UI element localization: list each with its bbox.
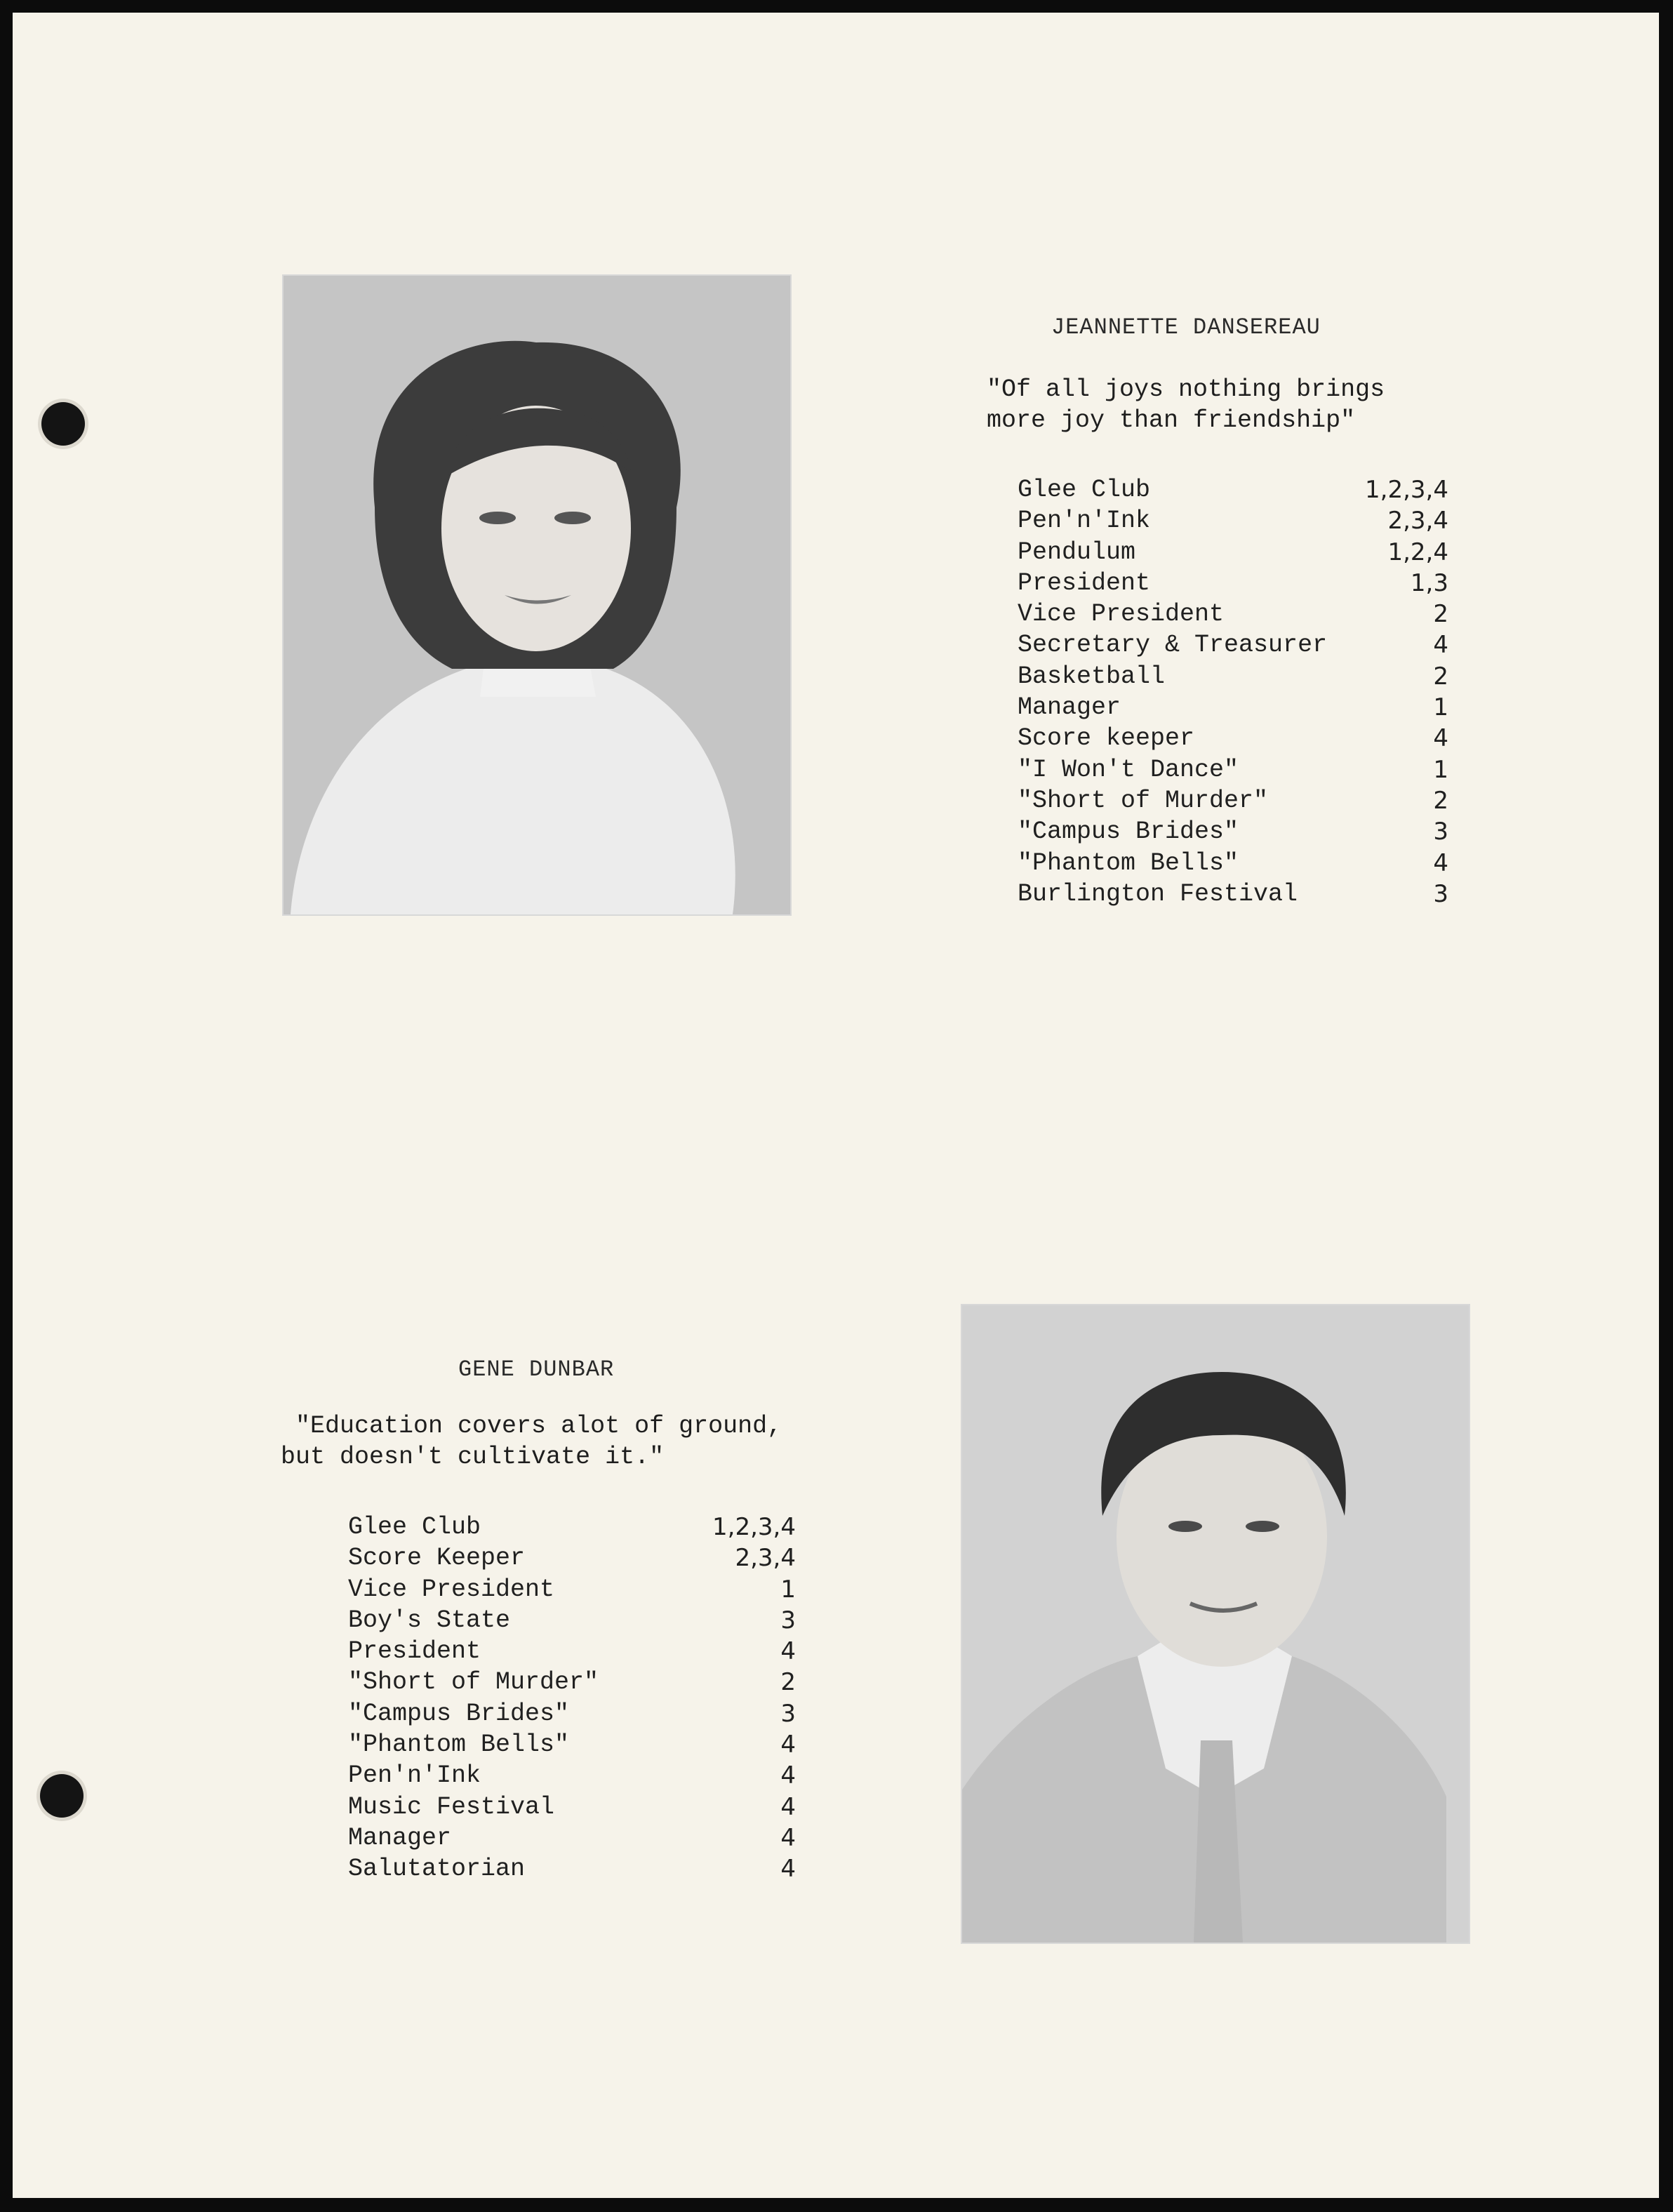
activity-years: 4 [1433, 631, 1448, 660]
student-name-gene: GENE DUNBAR [458, 1357, 615, 1382]
activity-row [1018, 474, 1448, 505]
activity-label: "Campus Brides" [1018, 818, 1239, 846]
activity-years: 4 [1433, 848, 1448, 877]
activity-label: Salutatorian [348, 1855, 526, 1884]
activity-row [348, 1823, 796, 1853]
activity-label: Score Keeper [348, 1544, 526, 1573]
activity-years: 4 [1433, 724, 1448, 753]
activity-label: Manager [1018, 693, 1121, 722]
activities-list-gene [348, 1512, 796, 1885]
activity-row [348, 1543, 796, 1573]
activity-years: 2 [1433, 786, 1448, 815]
activity-label: Glee Club [348, 1513, 481, 1541]
activity-row [348, 1698, 796, 1729]
activity-label: Manager [348, 1823, 452, 1852]
activity-years: 1,2,4 [1387, 538, 1448, 566]
activity-row [348, 1667, 796, 1698]
activity-label: "I Won't Dance" [1018, 755, 1239, 784]
activity-row [348, 1853, 796, 1884]
activity-label: Vice President [348, 1575, 555, 1604]
activity-years: 2 [780, 1668, 796, 1697]
activity-label: Burlington Festival [1018, 879, 1298, 908]
student-name-jeannette: JEANNETTE DANSEREAU [1051, 314, 1321, 340]
punch-hole-bottom [40, 1774, 84, 1818]
activity-row [348, 1512, 796, 1543]
activity-label: Music Festival [348, 1792, 555, 1821]
portrait-photo-gene [961, 1304, 1470, 1944]
punch-hole-top [41, 402, 85, 446]
activity-years: 4 [780, 1731, 796, 1759]
activity-label: Vice President [1018, 600, 1225, 629]
student-quote-gene: "Education covers alot of ground, but doesn't cultivate it." [281, 1412, 782, 1471]
activity-row [1018, 505, 1448, 536]
activity-label: "Short of Murder" [1018, 786, 1269, 815]
activity-years: 1 [780, 1575, 796, 1604]
activity-row [1018, 661, 1448, 692]
yearbook-page [13, 13, 1659, 2198]
activity-row [348, 1605, 796, 1636]
activity-years: 2 [1433, 662, 1448, 691]
activity-row [348, 1792, 796, 1823]
activity-row [1018, 785, 1448, 816]
activity-label: Score keeper [1018, 724, 1195, 753]
activity-label: Boy's State [348, 1606, 511, 1634]
activity-row [1018, 816, 1448, 847]
activity-years: 2 [1433, 600, 1448, 629]
activity-years: 4 [780, 1637, 796, 1666]
activity-years: 4 [780, 1761, 796, 1790]
activity-row [348, 1574, 796, 1605]
activity-years: 1,2,3,4 [712, 1513, 796, 1541]
activity-row [1018, 879, 1448, 910]
student-quote-jeannette: "Of all joys nothing brings more joy than friendship" [987, 375, 1385, 434]
activity-label: "Phantom Bells" [348, 1731, 570, 1759]
activity-label: Secretary & Treasurer [1018, 631, 1328, 660]
activity-years: 4 [780, 1823, 796, 1852]
activity-years: 3 [780, 1699, 796, 1728]
activity-years: 3 [1433, 818, 1448, 846]
activity-row [1018, 568, 1448, 599]
activity-years: 2,3,4 [1387, 507, 1448, 535]
activity-years: 4 [780, 1855, 796, 1884]
activity-years: 1,2,3,4 [1365, 476, 1448, 504]
activity-label: President [1018, 568, 1151, 597]
activity-label: "Phantom Bells" [1018, 848, 1239, 877]
activities-list-jeannette [1018, 474, 1448, 910]
activity-label: President [348, 1637, 481, 1666]
activity-row [1018, 848, 1448, 879]
activity-row [1018, 754, 1448, 785]
portrait-photo-jeannette [282, 274, 792, 916]
activity-years: 1,3 [1410, 568, 1448, 597]
activity-years: 1 [1433, 693, 1448, 722]
activity-row [1018, 537, 1448, 568]
activity-row [1018, 692, 1448, 723]
activity-label: "Campus Brides" [348, 1699, 570, 1728]
activity-label: "Short of Murder" [348, 1668, 599, 1697]
activity-years: 3 [780, 1606, 796, 1634]
activity-label: Pen'n'Ink [1018, 507, 1151, 535]
activity-label: Basketball [1018, 662, 1166, 691]
activity-row [1018, 723, 1448, 754]
activity-row [1018, 629, 1448, 660]
activity-years: 3 [1433, 879, 1448, 908]
activity-years: 1 [1433, 755, 1448, 784]
activity-label: Glee Club [1018, 476, 1151, 504]
activity-row [348, 1760, 796, 1791]
activity-label: Pen'n'Ink [348, 1761, 481, 1790]
activity-row [1018, 599, 1448, 629]
activity-row [348, 1636, 796, 1667]
activity-years: 2,3,4 [735, 1544, 796, 1573]
activity-label: Pendulum [1018, 538, 1136, 566]
activity-years: 4 [780, 1792, 796, 1821]
activity-row [348, 1729, 796, 1760]
